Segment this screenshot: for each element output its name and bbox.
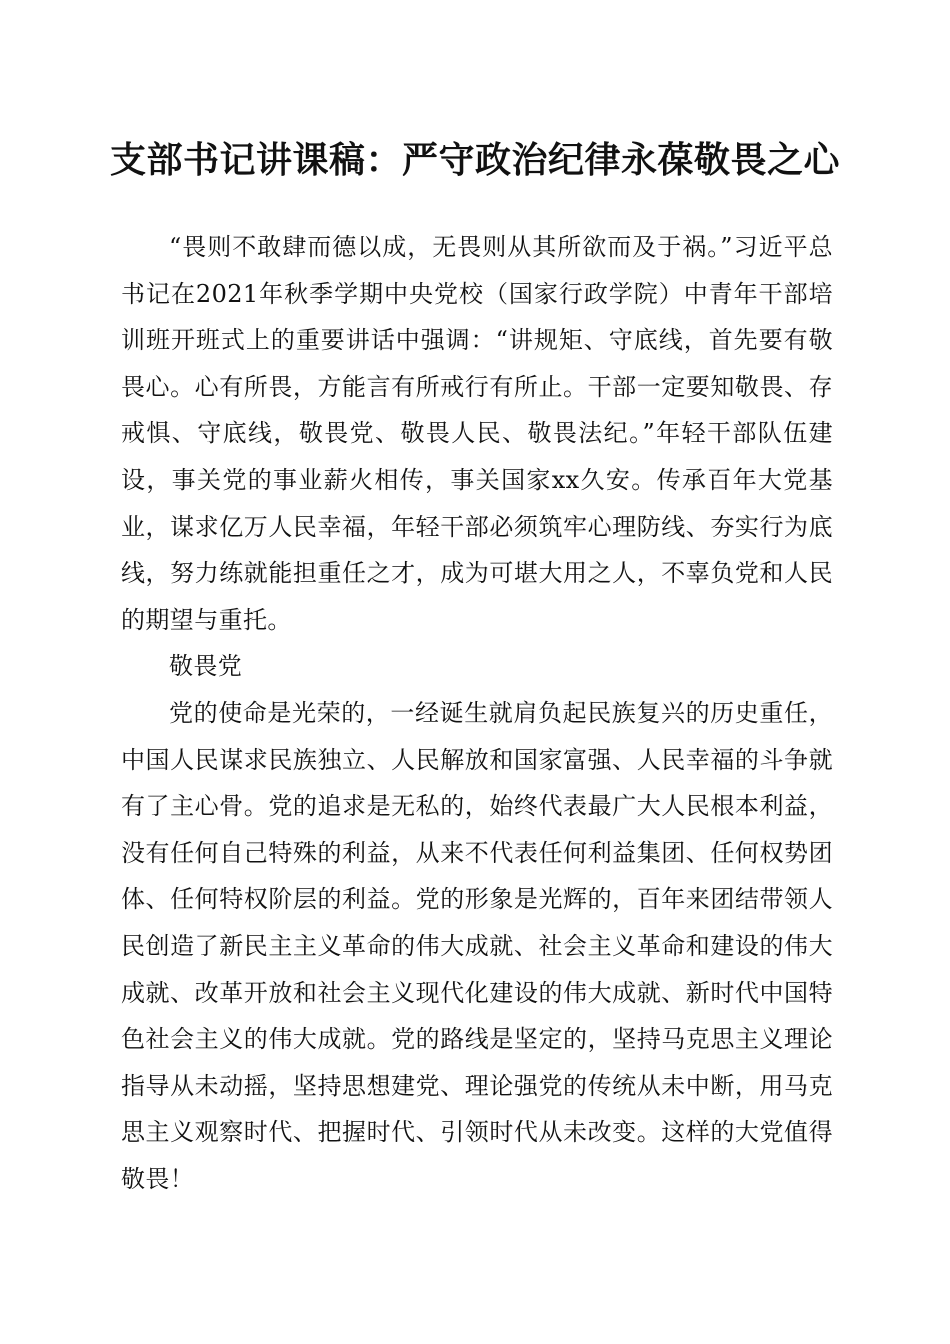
section-heading: 敬畏党	[169, 652, 243, 681]
document-title: 支部书记讲课稿：严守政治纪律永葆敬畏之心	[109, 139, 840, 181]
document-body	[121, 224, 833, 1202]
body-paragraph: 党的使命是光荣的，一经诞生就肩负起民族复兴的历史重任，中国人民谋求民族独立、人民解放和国家富强、人民幸福的斗争就有了主心骨。党的追求是无私的，始终代表最广大人民根本利益，没有任何自己特殊的利益，从来不代表任何利益集团、任何权势团体、任何特权阶层的利益。党的形象是光辉的，百年来团结带领人民创造了新民主主义革命的伟大成就、社会主义革命和建设的伟大成就、改革开放和社会主义现代化建设的伟大成就、新时代中国特色社会主义的伟大成就。党的路线是坚定的，坚持马克思主义理论指导从未动摇，坚持思想建党、理论强党的传统从未中断，用马克思主义观察时代、把握时代、引领时代从未改变。这样的大党值得敬畏！	[121, 698, 833, 1193]
intro-paragraph: “畏则不敢肆而德以成，无畏则从其所欲而及于祸。”习近平总书记在2021年秋季学期中央党校（国家行政学院）中青年干部培训班开班式上的重要讲话中强调：“讲规矩、守底线，首先要有敬畏心。心有所畏，方能言有所戒行有所止。干部一定要知敬畏、存戒惧、守底线，敬畏党、敬畏人民、敬畏法纪。”年轻干部队伍建设，事关党的事业薪火相传，事关国家xx久安。传承百年大党基业，谋求亿万人民幸福，年轻干部必须筑牢心理防线、夯实行为底线，努力练就能担重任之才，成为可堪大用之人，不辜负党和人民的期望与重托。	[121, 233, 833, 634]
